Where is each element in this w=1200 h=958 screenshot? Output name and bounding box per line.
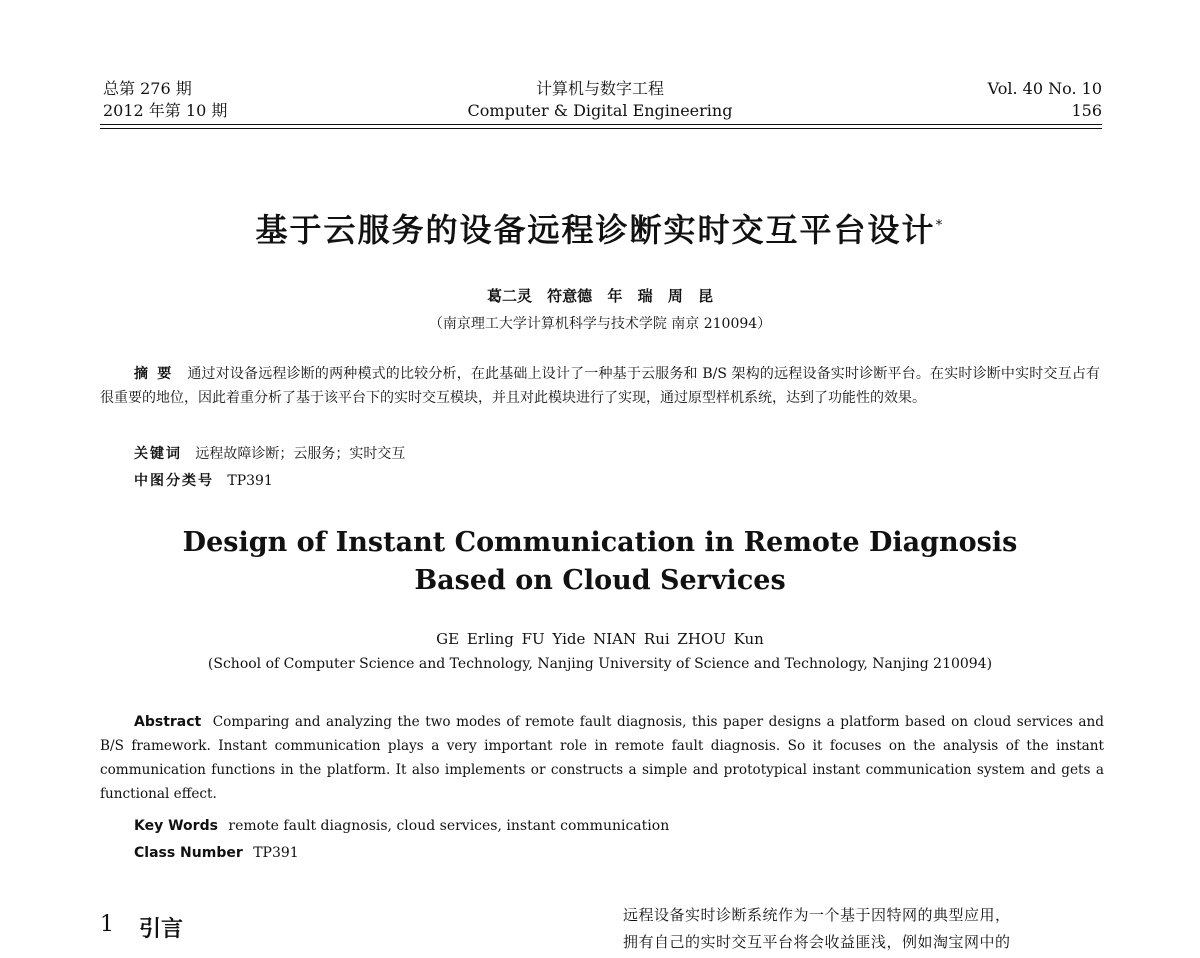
class-label-cn: 中图分类号 <box>134 473 214 489</box>
class-number-cn <box>134 470 273 490</box>
header-rule-thin <box>100 128 1102 129</box>
section-title: 引言 <box>139 917 184 942</box>
abstract-text-cn: 通过对设备远程诊断的两种模式的比较分析，在此基础上设计了一种基于云服务和 B/S 架构的远程设备实时诊断平台。在实时诊断中实时交互占有很重要的地位，因此着重分析了基于该平台下的实时交互模块，并且对此模块进行了实现，通过原型样机系统，达到了功能性的效果。 <box>100 366 1101 406</box>
abstract-label-en: Abstract <box>134 714 202 730</box>
affiliation-en: (School of Computer Science and Technology, Nanjing University of Science and Technology, Nanjing 210094) <box>207 656 993 672</box>
page-number: 156 <box>1071 101 1102 120</box>
authors-en: GE Erling FU Yide NIAN Rui ZHOU Kun <box>436 630 764 648</box>
keywords-cn <box>134 443 405 463</box>
keywords-text-en: remote fault diagnosis, cloud services, instant communication <box>228 818 670 834</box>
abstract-cn <box>100 362 1100 410</box>
title-footnote-mark: * <box>935 217 945 234</box>
class-number-en <box>134 845 299 861</box>
body-line-1: 远程设备实时诊断系统作为一个基于因特网的典型应用， <box>623 906 1011 924</box>
total-issue: 总第 276 期 <box>103 79 192 98</box>
volume-number: Vol. 40 No. 10 <box>987 79 1102 98</box>
paper-title-cn <box>0 205 1200 251</box>
section-number: 1 <box>100 912 114 937</box>
journal-issue-info <box>103 78 227 122</box>
affiliation-cn: （南京理工大学计算机科学与技术学院 南京 210094） <box>428 316 772 332</box>
volume-info <box>988 78 1102 122</box>
abstract-label-cn: 摘 要 <box>134 366 174 382</box>
body-line-2: 拥有自己的实时交互平台将会收益匪浅，例如淘宝网中的 <box>623 933 1011 951</box>
title-line2-en: Based on Cloud Services <box>414 565 786 596</box>
journal-name-en: Computer & Digital Engineering <box>467 101 733 120</box>
authors-cn: 葛二灵 符意德 年 瑞 周 昆 <box>486 287 714 305</box>
title-line1-en: Design of Instant Communication in Remote Diagnosis <box>182 527 1018 558</box>
class-label-en: Class Number <box>134 845 243 861</box>
title-text-cn: 基于云服务的设备远程诊断实时交互平台设计 <box>255 211 936 249</box>
journal-name <box>400 78 800 122</box>
body-text-column <box>623 902 1103 956</box>
year-issue: 2012 年第 10 期 <box>103 101 228 120</box>
keywords-label-cn: 关键词 <box>134 446 182 462</box>
class-value-en: TP391 <box>253 845 299 861</box>
paper-title-en <box>0 524 1200 600</box>
keywords-en <box>134 818 669 834</box>
keywords-label-en: Key Words <box>134 818 218 834</box>
class-value-cn: TP391 <box>227 473 273 489</box>
keywords-text-cn: 远程故障诊断；云服务；实时交互 <box>195 446 406 462</box>
abstract-en <box>100 710 1104 806</box>
abstract-text-en: Comparing and analyzing the two modes of remote fault diagnosis, this paper designs a platform based on cloud services and B/S framework. Instant communication plays a very important role in remote fault diagnosis. So it focuses on the analysis of the instant communication functions in the platform. It also implements or constructs a simple and prototypical instant communication system and gets a functional effect. <box>100 714 1104 802</box>
header-rule-thick <box>100 124 1102 125</box>
journal-name-cn: 计算机与数字工程 <box>535 79 664 98</box>
